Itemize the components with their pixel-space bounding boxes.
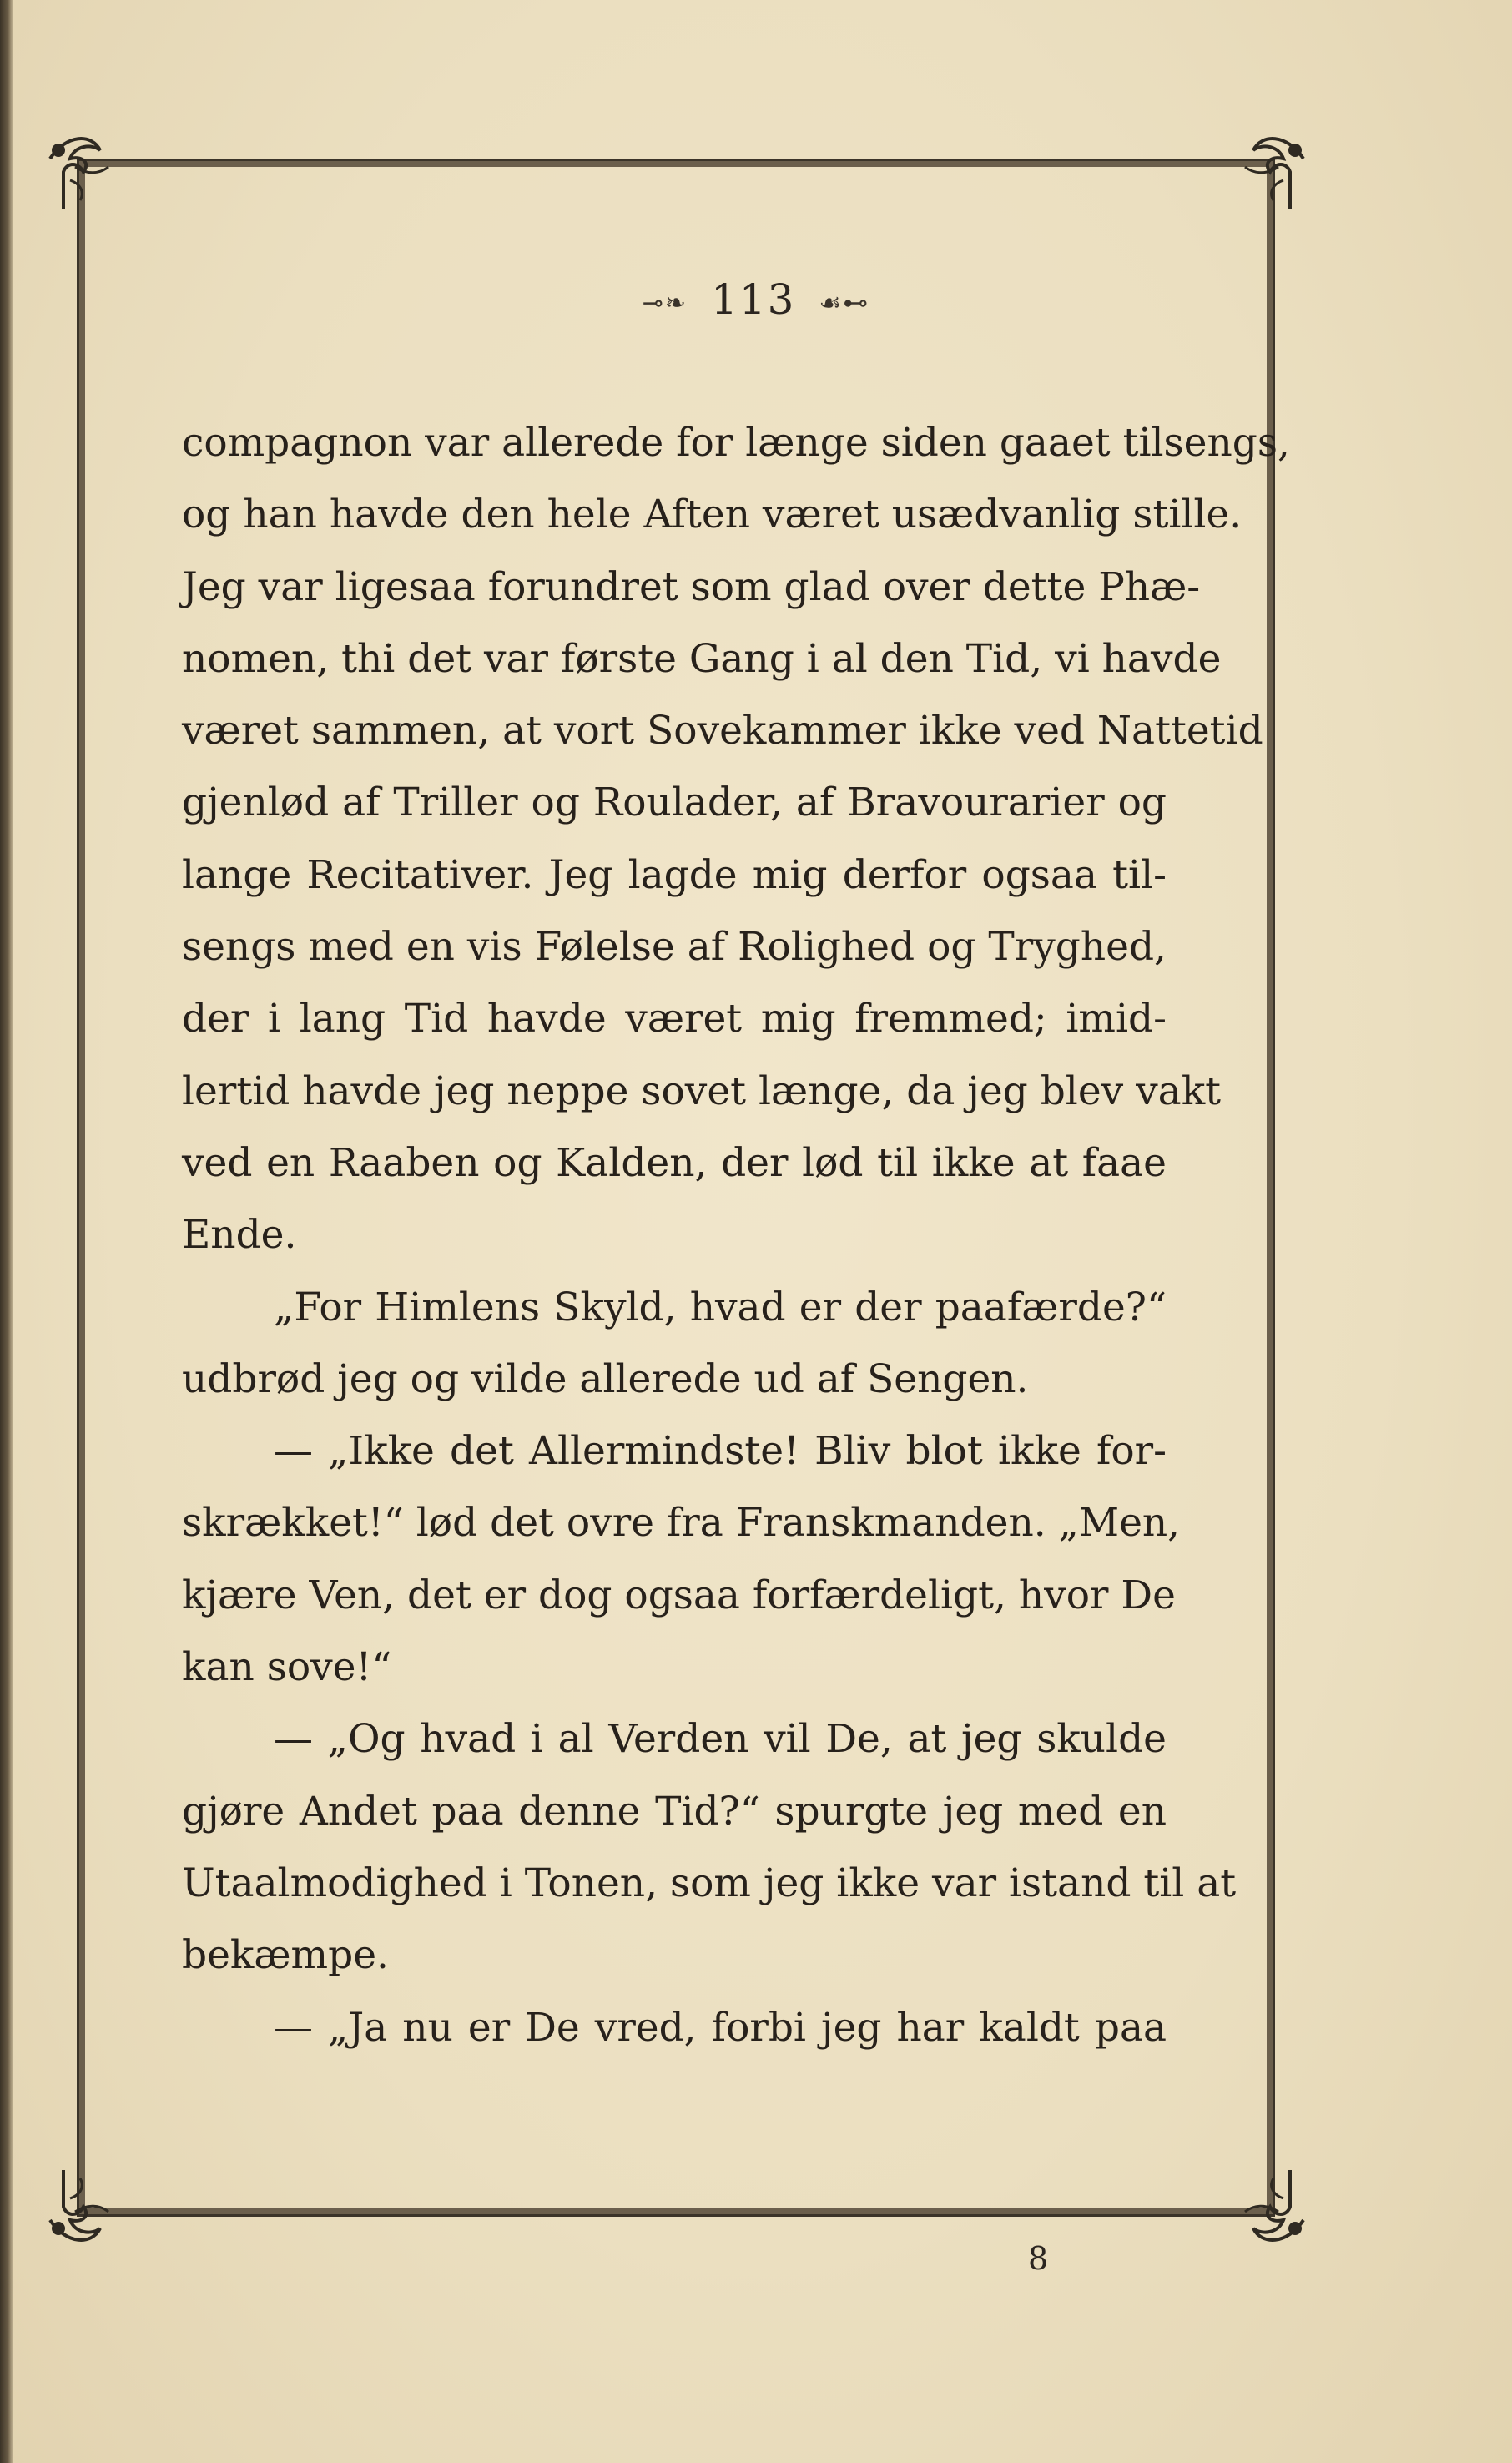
body-text bbox=[182, 407, 1290, 2064]
text-line: „For Himlens Skyld, hvad er der paafærde?“ bbox=[274, 1284, 1167, 1330]
text-line: Ende. bbox=[182, 1212, 297, 1259]
text-line: været sammen, at vort Sovekammer ikke ved Nattetid bbox=[182, 708, 1263, 755]
text-line: skrækket!“ lød det ovre fra Franskmanden. „Men, bbox=[182, 1500, 1181, 1547]
text-line: — „Ja nu er De vred, forbi jeg har kaldt paa bbox=[274, 2004, 1167, 2051]
text-line: — „Og hvad i al Verden vil De, at jeg skulde bbox=[274, 1716, 1167, 1763]
text-line: — „Ikke det Allermindste! Bliv blot ikke for- bbox=[274, 1428, 1167, 1475]
text-line: lange Recitativer. Jeg lagde mig derfor ogsaa til- bbox=[182, 851, 1167, 898]
text-line: Jeg var ligesaa forundret som glad over dette Phæ- bbox=[182, 563, 1201, 610]
page-header bbox=[0, 275, 1512, 324]
header-right-ornament-icon: ☙⊷ bbox=[819, 288, 870, 318]
text-line: nomen, thi det var første Gang i al den Tid, vi havde bbox=[182, 635, 1222, 682]
text-line: udbrød jeg og vilde allerede ud af Sengen. bbox=[182, 1355, 1029, 1402]
text-line: lertid havde jeg neppe sovet længe, da jeg blev vakt bbox=[182, 1067, 1222, 1114]
corner-ornament-icon bbox=[1220, 2162, 1312, 2254]
text-line: og han havde den hele Aften været usædvanlig stille. bbox=[182, 492, 1242, 538]
signature-mark: 8 bbox=[1028, 2240, 1049, 2277]
text-line: bekæmpe. bbox=[182, 1932, 389, 1979]
text-line: kjære Ven, det er dog ogsaa forfærdeligt, hvor De bbox=[182, 1572, 1176, 1618]
text-line: ved en Raaben og Kalden, der lød til ikke at faae bbox=[182, 1139, 1167, 1186]
text-line: gjenlød af Triller og Roulader, af Bravourarier og bbox=[182, 780, 1167, 826]
header-left-ornament-icon: ⊸❧ bbox=[642, 288, 688, 318]
book-spine-edge bbox=[0, 0, 13, 2463]
text-line: Utaalmodighed i Tonen, som jeg ikke var istand til at bbox=[182, 1860, 1237, 1906]
corner-ornament-icon bbox=[1220, 125, 1312, 217]
corner-ornament-icon bbox=[42, 2162, 134, 2254]
text-line: der i lang Tid havde været mig fremmed; imid- bbox=[182, 996, 1167, 1042]
text-line: gjøre Andet paa denne Tid?“ spurgte jeg med en bbox=[182, 1788, 1167, 1835]
text-line: kan sove!“ bbox=[182, 1644, 392, 1691]
text-line: compagnon var allerede for længe siden gaaet tilsengs, bbox=[182, 420, 1290, 466]
text-line: sengs med en vis Følelse af Rolighed og Tryghed, bbox=[182, 924, 1167, 971]
corner-ornament-icon bbox=[42, 125, 134, 217]
page-number: 113 bbox=[710, 275, 796, 324]
